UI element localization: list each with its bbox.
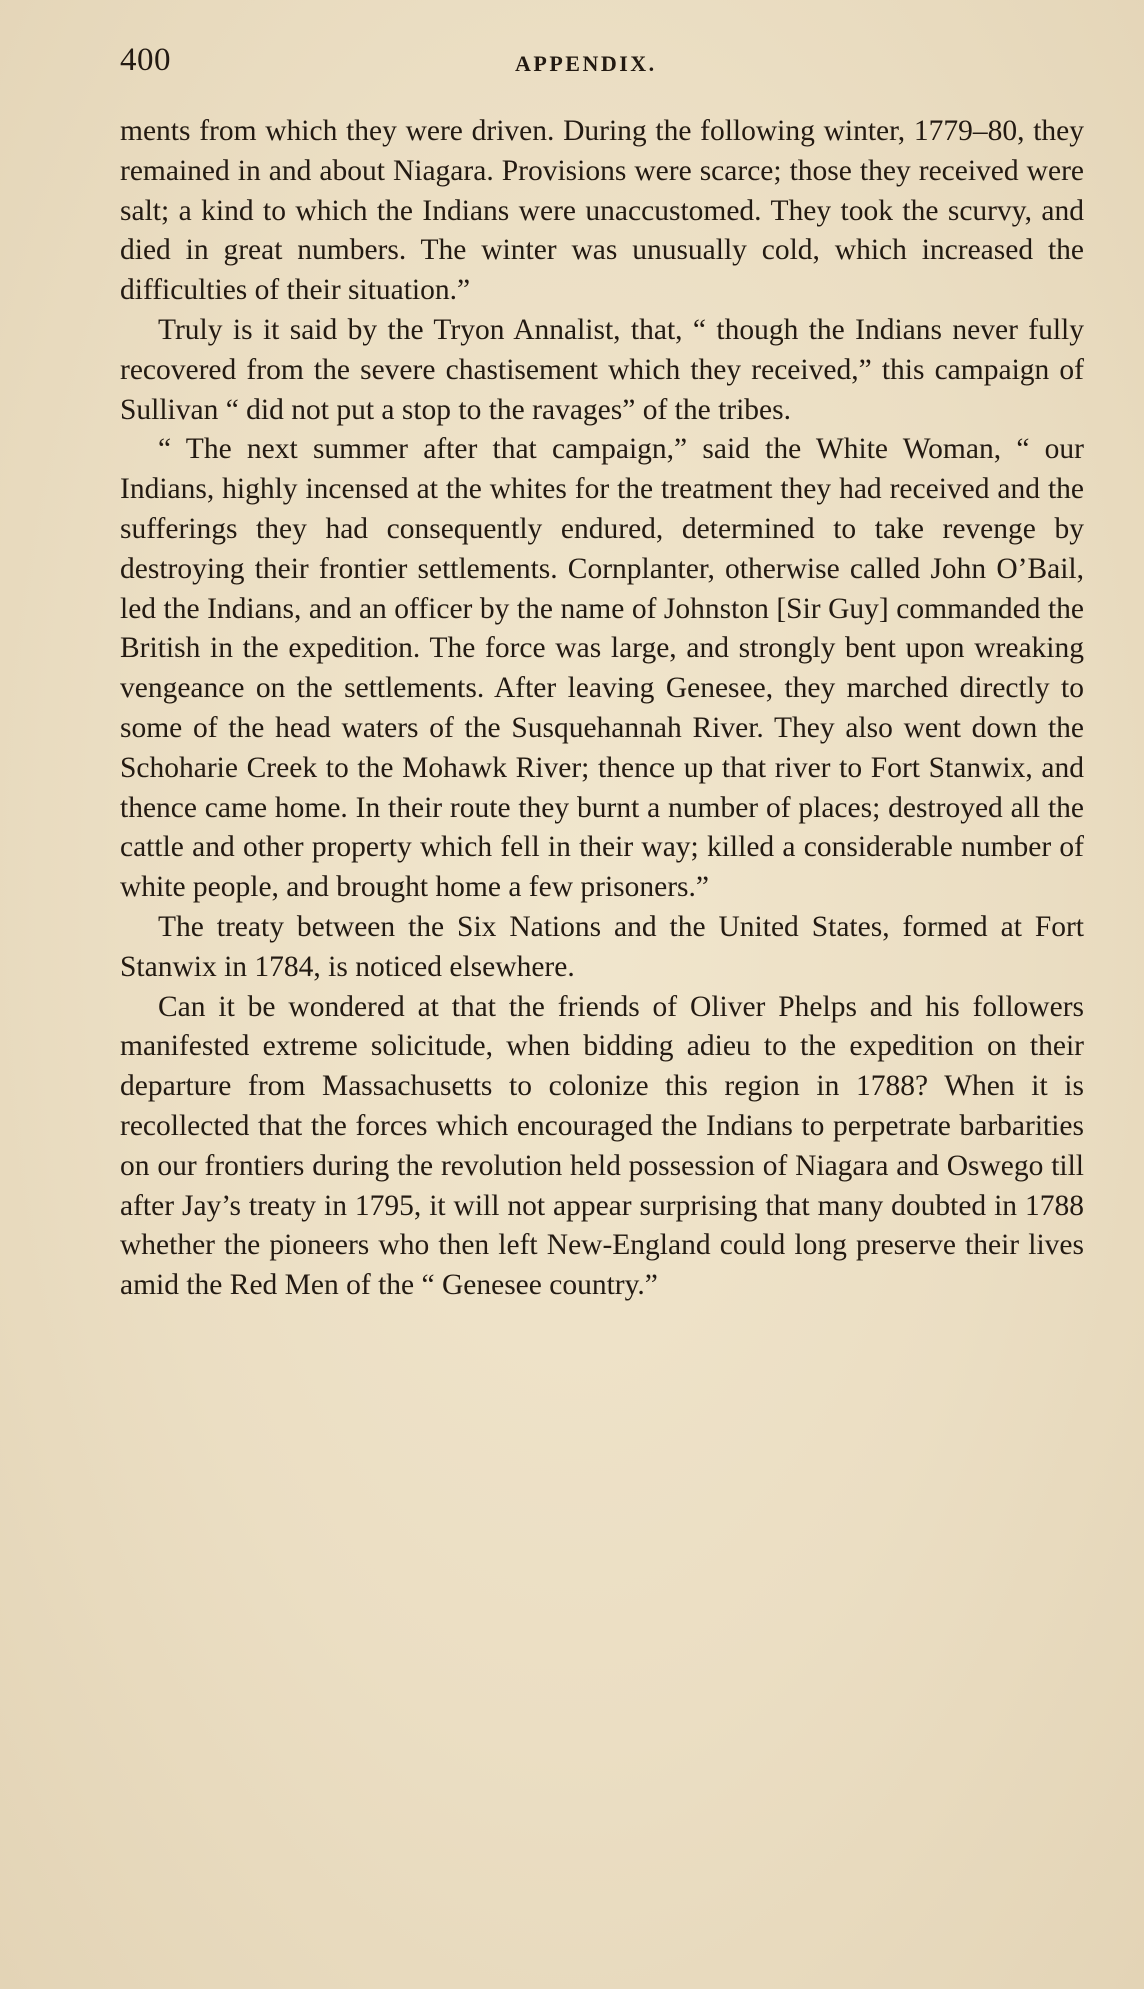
paragraph: “ The next summer after that campaign,” said the White Woman, “ our Indians, highly incensed at the whites for the treatment they had received and the sufferings they had consequently endured, determined to take revenge by destroying their frontier settlements. Cornplanter, otherwise called John O’Bail, led the Indians, and an officer by the name of Johnston [Sir Guy] commanded the British in the expedition. The force was large, and strongly bent upon wreaking vengeance on the settlements. After leaving Genesee, they marched directly to some of the head waters of the Susquehannah River. They also went down the Schoharie Creek to the Mohawk River; thence up that river to Fort Stanwix, and thence came home. In their route they burnt a number of places; destroyed all the cattle and other property which fell in their way; killed a considerable number of white people, and brought home a few prisoners.” — [120, 433, 1084, 904]
page-number: 400 — [120, 42, 171, 78]
running-head: APPENDIX. — [515, 51, 657, 76]
body-text — [120, 112, 1084, 1306]
page-header — [120, 34, 1080, 86]
paragraph: Can it be wondered at that the friends of Oliver Phelps and his followers manifested extreme solicitude, when bidding adieu to the expedition on their departure from Massachusetts to colonize this region in 1788? When it is recollected that the forces which encouraged the Indians to perpetrate barbarities on our frontiers during the revolution held possession of Niagara and Oswego till after Jay’s treaty in 1795, it will not appear surprising that many doubted in 1788 whether the pioneers who then left New-England could long preserve their lives amid the Red Men of the “ Genesee country.” — [120, 990, 1084, 1302]
paragraph: Truly is it said by the Tryon Annalist, that, “ though the Indians never fully recovered from the severe chastisement which they received,” this campaign of Sullivan “ did not put a stop to the ravages” of the tribes. — [120, 313, 1084, 426]
paragraph-continued: ments from which they were driven. During the following winter, 1779–80, they remained in and about Niagara. Provisions were scarce; those they received were salt; a kind to which the Indians were unaccustomed. They took the scurvy, and died in great numbers. The winter was unusually cold, which increased the difficulties of their situation.” — [120, 115, 1084, 307]
paragraph: The treaty between the Six Nations and the United States, formed at Fort Stanwix in 1784, is noticed elsewhere. — [120, 910, 1084, 983]
